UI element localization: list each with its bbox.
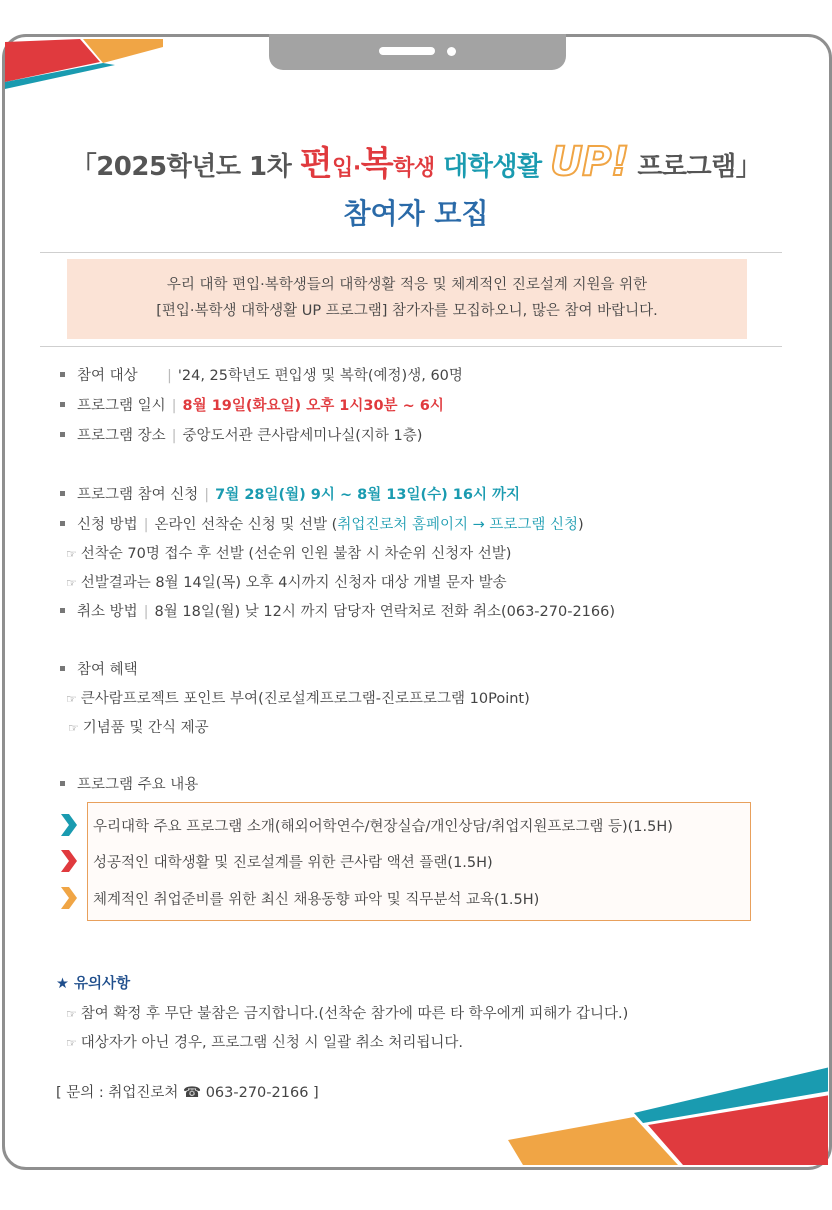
bullet	[60, 432, 65, 437]
pointing-hand-icon: ☞	[66, 692, 77, 706]
apply-row: 프로그램 참여 신청 | 7월 28일(월) 9시 ~ 8월 13일(수) 16시 까지	[60, 483, 520, 504]
notice-item2-text: 대상자가 아닌 경우, 프로그램 신청 시 일괄 취소 처리됩니다.	[80, 1035, 464, 1051]
title-close: 프로그램」	[637, 152, 762, 182]
program-item-3: 체계적인 취업준비를 위한 최신 채용동향 파악 및 직무분석 교육(1.5H)	[93, 892, 540, 908]
place-value: 중앙도서관 큰사람세미나실(지하 1층)	[182, 428, 423, 444]
content-row	[60, 773, 198, 794]
title-pyeon: 편	[299, 144, 333, 184]
divider-bottom	[40, 346, 782, 347]
method-note-1	[66, 542, 511, 563]
bullet	[60, 372, 65, 377]
top-left-stripes	[5, 37, 175, 92]
method-label: 신청 방법	[77, 517, 138, 533]
bullet	[60, 666, 65, 671]
program-content-box	[87, 802, 751, 921]
bottom-right-stripes	[508, 1065, 828, 1165]
method-note2-text: 선발결과는 8월 14일(목) 오후 4시까지 신청자 대상 개별 문자 발송	[80, 575, 507, 591]
pointing-hand-icon: ☞	[66, 576, 77, 590]
content-label: 프로그램 주요 내용	[77, 777, 199, 793]
target-row: 참여 대상 | '24, 25학년도 편입생 및 복학(예정)생, 60명	[60, 364, 463, 385]
datetime-value: 8월 19일(화요일) 오후 1시30분 ~ 6시	[182, 398, 444, 414]
benefit-label: 참여 혜택	[77, 662, 138, 678]
method-note1-text: 선착순 70명 접수 후 선발 (선순위 인원 불참 시 차순위 신청자 선발)	[80, 546, 512, 562]
pointing-hand-icon: ☞	[66, 1036, 77, 1050]
bullet	[60, 402, 65, 407]
intro-line2: [편입·복학생 대학생활 UP 프로그램] 참가자를 모집하오니, 많은 참여 바랍니다.	[156, 303, 658, 319]
title-open: 「2025학년도 1차	[70, 152, 300, 182]
cancel-label: 취소 방법	[77, 604, 138, 620]
bullet	[60, 491, 65, 496]
apply-value: 7월 28일(월) 9시 ~ 8월 13일(수) 16시 까지	[215, 487, 521, 503]
datetime-label: 프로그램 일시	[77, 398, 166, 414]
method-link[interactable]: 취업진로처 홈페이지 → 프로그램 신청	[337, 517, 579, 533]
target-value: '24, 25학년도 편입생 및 복학(예정)생, 60명	[177, 368, 463, 384]
datetime-row: 프로그램 일시 | 8월 19일(화요일) 오후 1시30분 ~ 6시	[60, 394, 444, 415]
pointing-hand-icon: ☞	[66, 1007, 77, 1021]
divider-top	[40, 252, 782, 253]
title-life: 대학생활	[443, 152, 542, 182]
benefit1-text: 큰사람프로젝트 포인트 부여(진로설계프로그램-진로프로그램 10Point)	[80, 691, 530, 707]
place-row: 프로그램 장소 | 중앙도서관 큰사람세미나실(지하 1층)	[60, 424, 422, 445]
pointing-hand-icon: ☞	[66, 547, 77, 561]
notice-item-2	[66, 1031, 463, 1052]
cancel-value: 8월 18일(월) 낮 12시 까지 담당자 연락처로 전화 취소(063-270-2166)	[154, 604, 616, 620]
pointing-hand-icon: ☞	[68, 721, 79, 735]
title-up: UP!	[550, 139, 629, 185]
benefit-1	[66, 687, 530, 708]
method-note-2	[66, 571, 507, 592]
benefit-2	[68, 716, 209, 737]
program-item-2: 성공적인 대학생활 및 진로설계를 위한 큰사람 액션 플랜(1.5H)	[93, 855, 493, 871]
contact-info: [ 문의 : 취업진로처 ☎ 063-270-2166 ]	[56, 1085, 319, 1101]
notice-item-1	[66, 1002, 628, 1023]
target-label: 참여 대상	[77, 368, 138, 384]
title-bok: 복	[360, 144, 394, 184]
notice-title: ★ 유의사항	[56, 976, 131, 992]
device-notch	[269, 34, 566, 70]
apply-label: 프로그램 참여 신청	[77, 487, 199, 503]
page-subtitle: 참여자 모집	[343, 197, 489, 230]
chevron-right-icon	[61, 850, 77, 872]
place-label: 프로그램 장소	[77, 428, 166, 444]
notch-camera	[447, 47, 456, 56]
program-item-1: 우리대학 주요 프로그램 소개(해외어학연수/현장실습/개인상담/취업지원프로그램 등)(1.5H)	[93, 819, 673, 835]
benefit-row	[60, 658, 138, 679]
method-value-end: )	[578, 517, 584, 533]
cancel-row: 취소 방법 | 8월 18일(월) 낮 12시 까지 담당자 연락처로 전화 취소(063-270-2166)	[60, 600, 615, 621]
chevron-right-icon	[61, 887, 77, 909]
title-hak: 학생	[393, 156, 435, 181]
page-title	[0, 136, 832, 185]
bullet	[60, 781, 65, 786]
method-value: 온라인 선착순 신청 및 선발 (	[154, 517, 338, 533]
bullet	[60, 608, 65, 613]
intro-box	[67, 259, 747, 339]
notch-speaker	[379, 47, 435, 55]
title-ip: 입·	[332, 156, 361, 181]
notice-item1-text: 참여 확정 후 무단 불참은 금지합니다.(선착순 참가에 따른 타 학우에게 피해가 갑니다.)	[80, 1006, 629, 1022]
benefit2-text: 기념품 및 간식 제공	[82, 720, 209, 736]
chevron-right-icon	[61, 814, 77, 836]
intro-line1: 우리 대학 편입·복학생들의 대학생활 적응 및 체계적인 진로설계 지원을 위한	[166, 277, 648, 293]
method-row: 신청 방법 | 온라인 선착순 신청 및 선발 (취업진로처 홈페이지 → 프로그램 신청)	[60, 513, 584, 534]
bullet	[60, 521, 65, 526]
